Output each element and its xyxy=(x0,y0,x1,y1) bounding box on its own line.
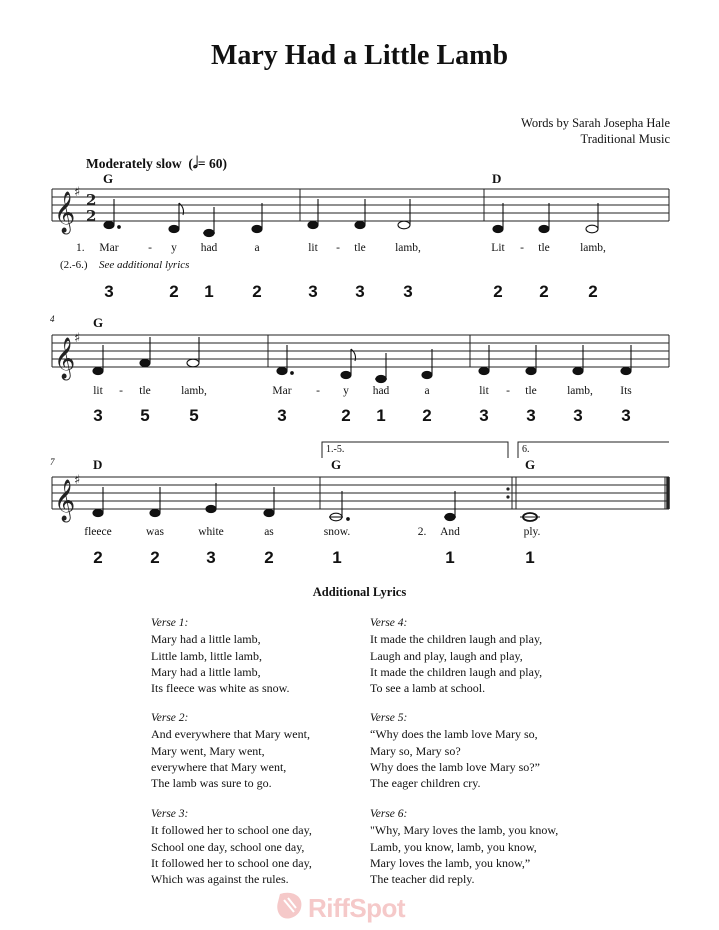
chord-symbol: G xyxy=(331,457,342,472)
note-number: 5 xyxy=(189,406,199,425)
lyric-syllable: lamb, xyxy=(580,242,606,254)
riffspot-logo-icon xyxy=(274,890,306,922)
verse-line: Mary had a little lamb, xyxy=(151,664,261,679)
lyric-syllable: y xyxy=(343,385,349,397)
sharp-icon: ♯ xyxy=(74,473,81,488)
lyric-syllable: tle xyxy=(525,385,537,397)
staff-system-3 xyxy=(52,442,669,509)
note-number: 1 xyxy=(204,282,214,301)
lyric-syllable: Mar xyxy=(99,242,119,254)
verse-line: It made the children laugh and play, xyxy=(370,664,543,679)
note-number: 2 xyxy=(93,548,103,567)
composer-credit: Traditional Music xyxy=(580,132,670,146)
lyric-syllable: Lit xyxy=(491,242,505,254)
note-number: 3 xyxy=(277,406,287,425)
lyricist-credit: Words by Sarah Josepha Hale xyxy=(521,116,670,130)
verse-label: Verse 3: xyxy=(151,808,189,820)
measure-number: 4 xyxy=(50,314,55,324)
note-number: 3 xyxy=(573,406,583,425)
half-note-icon: 𝅗𝅥 xyxy=(192,155,198,172)
tempo-marking: Moderately slow (𝅗𝅥= 60) xyxy=(86,155,227,172)
watermark-logo: RiffSpot xyxy=(308,893,406,923)
verse-block xyxy=(151,615,290,696)
sharp-icon: ♯ xyxy=(74,185,81,200)
note-number: 2 xyxy=(341,406,351,425)
lyric-syllable: ply. xyxy=(523,526,541,538)
lyric-syllable: a xyxy=(424,385,430,397)
lyric-syllable: tle xyxy=(139,385,151,397)
tempo-bpm: = 60) xyxy=(197,156,227,171)
song-title: Mary Had a Little Lamb xyxy=(210,40,509,71)
note-number: 2 xyxy=(150,548,160,567)
note-number: 3 xyxy=(93,406,103,425)
verse-line: Laugh and play, laugh and play, xyxy=(370,648,523,663)
verse-block xyxy=(370,806,558,887)
lyric-syllable: y xyxy=(171,242,177,254)
tempo-label: Moderately slow xyxy=(86,156,182,171)
note-number: 2 xyxy=(539,282,549,301)
lyric-syllable: lamb, xyxy=(181,385,207,397)
lyric-syllable: lit xyxy=(308,242,318,254)
verse-label: Verse 4: xyxy=(370,617,408,629)
lyric-syllable: lit xyxy=(93,385,103,397)
verse-line: “Why does the lamb love Mary so, xyxy=(370,727,538,742)
verse-line: everywhere that Mary went, xyxy=(151,759,287,774)
note-number: 3 xyxy=(206,548,216,567)
note-number: 3 xyxy=(104,282,114,301)
lyric-syllable: tle xyxy=(538,242,550,254)
note-number: 1 xyxy=(332,548,342,567)
treble-clef-icon: 𝄞 xyxy=(54,338,76,379)
sharp-icon: ♯ xyxy=(74,331,81,346)
note-number: 2 xyxy=(588,282,598,301)
lyric-syllable: - xyxy=(119,385,123,397)
notes-system-2 xyxy=(93,337,631,383)
verse-line: The eager children cry. xyxy=(370,776,481,791)
time-signature-bottom: 2 xyxy=(86,207,97,225)
note-number: 2 xyxy=(252,282,262,301)
verse-label: Verse 6: xyxy=(370,808,408,820)
chord-symbol: G xyxy=(525,457,536,472)
lyric-syllable: Mar xyxy=(272,385,292,397)
measure-number: 7 xyxy=(50,457,55,467)
verse-line: It made the children laugh and play, xyxy=(370,632,543,647)
verse-line: Mary went, Mary went, xyxy=(151,743,265,758)
verse-line: "Why, Mary loves the lamb, you know, xyxy=(370,823,559,838)
note-number: 1 xyxy=(445,548,455,567)
note-number: 2 xyxy=(169,282,179,301)
staff-system-1 xyxy=(52,189,669,221)
lyric-syllable: And xyxy=(440,526,460,538)
lyric-syllable: lamb, xyxy=(395,242,421,254)
lyric-syllable: - xyxy=(520,242,524,254)
verse-line: Mary loves the lamb, you know,” xyxy=(370,855,531,870)
verse-line: Lamb, you know, lamb, you know, xyxy=(370,839,537,854)
verse-line: And everywhere that Mary went, xyxy=(151,727,310,742)
note-number: 1 xyxy=(525,548,535,567)
first-ending-label: 1.-5. xyxy=(326,444,345,455)
note-number: 5 xyxy=(140,406,150,425)
verse-line: Its fleece was white as snow. xyxy=(151,681,290,696)
note-number: 2 xyxy=(264,548,274,567)
lyric-syllable: tle xyxy=(354,242,366,254)
chord-symbol: D xyxy=(93,457,103,472)
note-number: 3 xyxy=(526,406,536,425)
lyric-syllable: 2. xyxy=(417,526,427,538)
verse-line: School one day, school one day, xyxy=(151,839,305,854)
lyric-syllable: fleece xyxy=(84,526,112,538)
chord-symbol: G xyxy=(93,315,104,330)
note-number: 3 xyxy=(355,282,365,301)
verse-line: To see a lamb at school. xyxy=(370,681,486,696)
second-ending-label: 6. xyxy=(522,444,530,455)
lyric-syllable: - xyxy=(336,242,340,254)
verse-block xyxy=(151,710,310,791)
chord-symbol: D xyxy=(492,171,502,186)
lyric-syllable: Its xyxy=(620,385,632,397)
lyric-syllable: - xyxy=(148,242,152,254)
chord-symbol: G xyxy=(103,171,114,186)
lyric-syllable: lamb, xyxy=(567,385,593,397)
verse-line: Little lamb, little lamb, xyxy=(151,648,262,663)
lyric-syllable: as xyxy=(264,526,274,538)
note-number: 3 xyxy=(403,282,413,301)
verse-label: Verse 1: xyxy=(151,617,189,629)
lyric-syllable: a xyxy=(254,242,260,254)
treble-clef-icon: 𝄞 xyxy=(54,480,76,521)
lyric-syllable: - xyxy=(316,385,320,397)
verse-line: Which was against the rules. xyxy=(151,872,289,887)
lyric-syllable: snow. xyxy=(323,526,351,538)
lyric-syllable: had xyxy=(372,385,390,397)
note-number: 1 xyxy=(376,406,386,425)
note-number: 2 xyxy=(422,406,432,425)
lyric-syllable: had xyxy=(200,242,218,254)
verse-label: Verse 2: xyxy=(151,712,189,724)
note-number: 3 xyxy=(308,282,318,301)
verse-block xyxy=(370,615,542,696)
verse-range: (2.-6.) xyxy=(60,259,88,271)
verse-line: Why does the lamb love Mary so?” xyxy=(370,759,540,774)
additional-lyrics-title: Additional Lyrics xyxy=(312,585,407,599)
verse-line: It followed her to school one day, xyxy=(151,823,312,838)
verse-block xyxy=(151,806,312,887)
lyric-syllable: lit xyxy=(479,385,489,397)
verse-label: Verse 5: xyxy=(370,712,408,724)
verse-line: It followed her to school one day, xyxy=(151,855,312,870)
lyric-syllable: white xyxy=(198,526,224,538)
treble-clef-icon: 𝄞 xyxy=(54,192,76,233)
verse-line: Mary had a little lamb, xyxy=(151,632,261,647)
verse-number: 1. xyxy=(76,242,85,254)
time-signature-top: 2 xyxy=(86,191,97,209)
note-number: 3 xyxy=(621,406,631,425)
notes-system-3 xyxy=(93,483,540,521)
note-number: 3 xyxy=(479,406,489,425)
lyric-syllable: was xyxy=(146,526,164,538)
verse-block xyxy=(370,710,540,791)
verse-line: The lamb was sure to go. xyxy=(151,776,272,791)
verse-line: Mary so, Mary so? xyxy=(370,743,461,758)
see-additional-lyrics-note: See additional lyrics xyxy=(99,259,190,271)
note-number: 2 xyxy=(493,282,503,301)
verse-line: The teacher did reply. xyxy=(370,872,475,887)
lyric-syllable: - xyxy=(506,385,510,397)
